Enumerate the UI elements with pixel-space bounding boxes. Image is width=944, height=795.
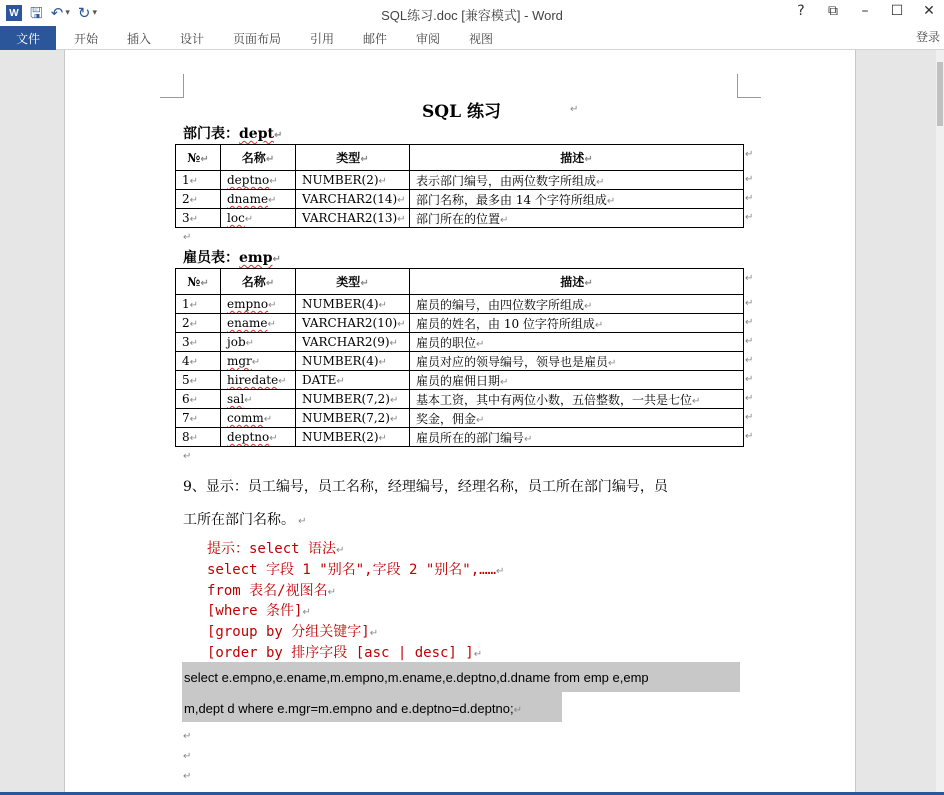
hint-line-1: 提示：select 语法↵ bbox=[207, 541, 345, 557]
row-end-mark-icon: ↵ bbox=[745, 298, 754, 309]
paragraph-mark-icon: ↵ bbox=[272, 254, 281, 265]
row-end-mark-icon: ↵ bbox=[745, 174, 754, 185]
sign-in-link[interactable]: 登录 bbox=[915, 30, 940, 44]
minimize-icon[interactable]: – bbox=[861, 3, 869, 19]
paragraph-mark-icon: ↵ bbox=[183, 451, 192, 462]
emp-table[interactable] bbox=[175, 268, 744, 447]
tab-review[interactable]: 审阅 bbox=[416, 32, 441, 46]
header-no: №↵ bbox=[176, 145, 221, 171]
header-desc: 描述↵ bbox=[410, 145, 744, 171]
answer-sql-line-2[interactable]: m,dept d where e.mgr=m.empno and e.deptno=d.deptno;↵ bbox=[184, 701, 522, 716]
paragraph-mark-icon: ↵ bbox=[183, 751, 192, 762]
ribbon-tabs bbox=[0, 26, 944, 50]
table-row: 3↵ job↵ VARCHAR2(9)↵ 雇员的职位↵ bbox=[176, 333, 744, 352]
tab-file[interactable]: 文件 bbox=[0, 26, 56, 50]
scrollbar-thumb[interactable] bbox=[937, 62, 943, 126]
hint-line-3: from 表名/视图名↵ bbox=[207, 583, 336, 599]
margin-corner-top-left bbox=[160, 74, 184, 98]
dept-title-name: dept bbox=[239, 126, 274, 142]
paragraph-mark-icon: ↵ bbox=[183, 771, 192, 782]
row-end-mark-icon: ↵ bbox=[745, 336, 754, 347]
paragraph-mark-icon: ↵ bbox=[273, 130, 283, 141]
table-row: 2↵ ename↵ VARCHAR2(10)↵ 雇员的姓名，由 10 位字符所组成↵ bbox=[176, 314, 744, 333]
tab-mailings[interactable]: 邮件 bbox=[363, 32, 388, 46]
table-row: 8↵ deptno↵ NUMBER(2)↵ 雇员所在的部门编号↵ bbox=[176, 428, 744, 447]
hint-line-4: [where 条件]↵ bbox=[207, 603, 311, 619]
header-name: 名称↵ bbox=[221, 145, 296, 171]
table-row: 4↵ mgr↵ NUMBER(4)↵ 雇员对应的领导编号，领导也是雇员↵ bbox=[176, 352, 744, 371]
table-header-row bbox=[176, 269, 744, 295]
emp-title-name: emp bbox=[239, 250, 273, 266]
row-end-mark-icon: ↵ bbox=[745, 355, 754, 366]
tab-design[interactable]: 设计 bbox=[180, 32, 205, 46]
row-end-mark-icon: ↵ bbox=[745, 193, 754, 204]
table-row: 7↵ comm↵ NUMBER(7,2)↵ 奖金，佣金↵ bbox=[176, 409, 744, 428]
document-heading: SQL 练习 bbox=[422, 102, 501, 122]
window-title: SQL练习.doc [兼容模式] - Word bbox=[381, 8, 563, 23]
table-row: 1↵ deptno↵ NUMBER(2)↵ 表示部门编号，由两位数字所组成↵ bbox=[176, 171, 744, 190]
header-name: 名称↵ bbox=[221, 269, 296, 295]
tab-page-layout[interactable]: 页面布局 bbox=[233, 32, 282, 46]
table-row: 3↵ loc↵ VARCHAR2(13)↵ 部门所在的位置↵ bbox=[176, 209, 744, 228]
table-row: 5↵ hiredate↵ DATE↵ 雇员的雇佣日期↵ bbox=[176, 371, 744, 390]
window-controls bbox=[794, 3, 936, 19]
hint-line-5: [group by 分组关键字]↵ bbox=[207, 624, 379, 640]
row-end-mark-icon: ↵ bbox=[745, 393, 754, 404]
question-line-1: 9、显示：员工编号，员工名称，经理编号，经理名称，员工所在部门编号，员 bbox=[183, 479, 668, 495]
tab-home[interactable]: 开始 bbox=[74, 32, 99, 46]
dept-table[interactable] bbox=[175, 144, 744, 228]
row-end-mark-icon: ↵ bbox=[745, 149, 754, 160]
emp-title-prefix: 雇员表： bbox=[183, 250, 239, 266]
maximize-icon[interactable]: ☐ bbox=[890, 3, 904, 19]
row-end-mark-icon: ↵ bbox=[745, 317, 754, 328]
margin-corner-top-right bbox=[737, 74, 761, 98]
redo-icon[interactable]: ↻ bbox=[77, 4, 91, 22]
paragraph-mark-icon: ↵ bbox=[183, 731, 192, 742]
word-logo-icon[interactable]: W bbox=[6, 5, 22, 21]
close-icon[interactable]: ✕ bbox=[923, 3, 935, 19]
undo-dropdown-icon[interactable]: ▾ bbox=[65, 8, 70, 18]
header-desc: 描述↵ bbox=[410, 269, 744, 295]
hint-line-6: [order by 排序字段 [asc | desc] ]↵ bbox=[207, 645, 483, 661]
row-end-mark-icon: ↵ bbox=[745, 374, 754, 385]
table-header-row bbox=[176, 145, 744, 171]
tab-view[interactable]: 视图 bbox=[469, 32, 494, 46]
dept-title-prefix: 部门表： bbox=[183, 126, 239, 142]
question-line-2: 工所在部门名称。 ↵ bbox=[183, 512, 307, 528]
header-type: 类型↵ bbox=[296, 269, 410, 295]
help-icon[interactable]: ? bbox=[797, 3, 805, 19]
tab-insert[interactable]: 插入 bbox=[127, 32, 152, 46]
save-icon[interactable]: 🖫 bbox=[30, 4, 43, 22]
undo-icon[interactable]: ↶ bbox=[50, 4, 64, 22]
dept-section-title bbox=[183, 123, 282, 143]
table-row: 6↵ sal↵ NUMBER(7,2)↵ 基本工资，其中有两位小数，五倍整数，一共是七位↵ bbox=[176, 390, 744, 409]
paragraph-mark-icon: ↵ bbox=[570, 104, 579, 115]
ribbon-display-options-icon[interactable]: ⧉ bbox=[828, 3, 838, 19]
paragraph-mark-icon: ↵ bbox=[183, 232, 192, 243]
header-type: 类型↵ bbox=[296, 145, 410, 171]
answer-sql-line-1[interactable]: select e.empno,e.ename,m.empno,m.ename,e.deptno,d.dname from emp e,emp bbox=[184, 670, 649, 685]
vertical-scrollbar[interactable] bbox=[936, 50, 944, 795]
tab-references[interactable]: 引用 bbox=[310, 32, 335, 46]
hint-line-2: select 字段 1 "别名",字段 2 "别名",……↵ bbox=[207, 562, 505, 578]
emp-section-title bbox=[183, 247, 281, 267]
table-row: 1↵ empno↵ NUMBER(4)↵ 雇员的编号，由四位数字所组成↵ bbox=[176, 295, 744, 314]
row-end-mark-icon: ↵ bbox=[745, 431, 754, 442]
table-row: 2↵ dname↵ VARCHAR2(14)↵ 部门名称，最多由 14 个字符所组成↵ bbox=[176, 190, 744, 209]
row-end-mark-icon: ↵ bbox=[745, 412, 754, 423]
row-end-mark-icon: ↵ bbox=[745, 273, 754, 284]
header-no: №↵ bbox=[176, 269, 221, 295]
title-bar bbox=[0, 0, 944, 26]
row-end-mark-icon: ↵ bbox=[745, 212, 754, 223]
customize-toolbar-icon[interactable]: ▾ bbox=[92, 8, 97, 18]
